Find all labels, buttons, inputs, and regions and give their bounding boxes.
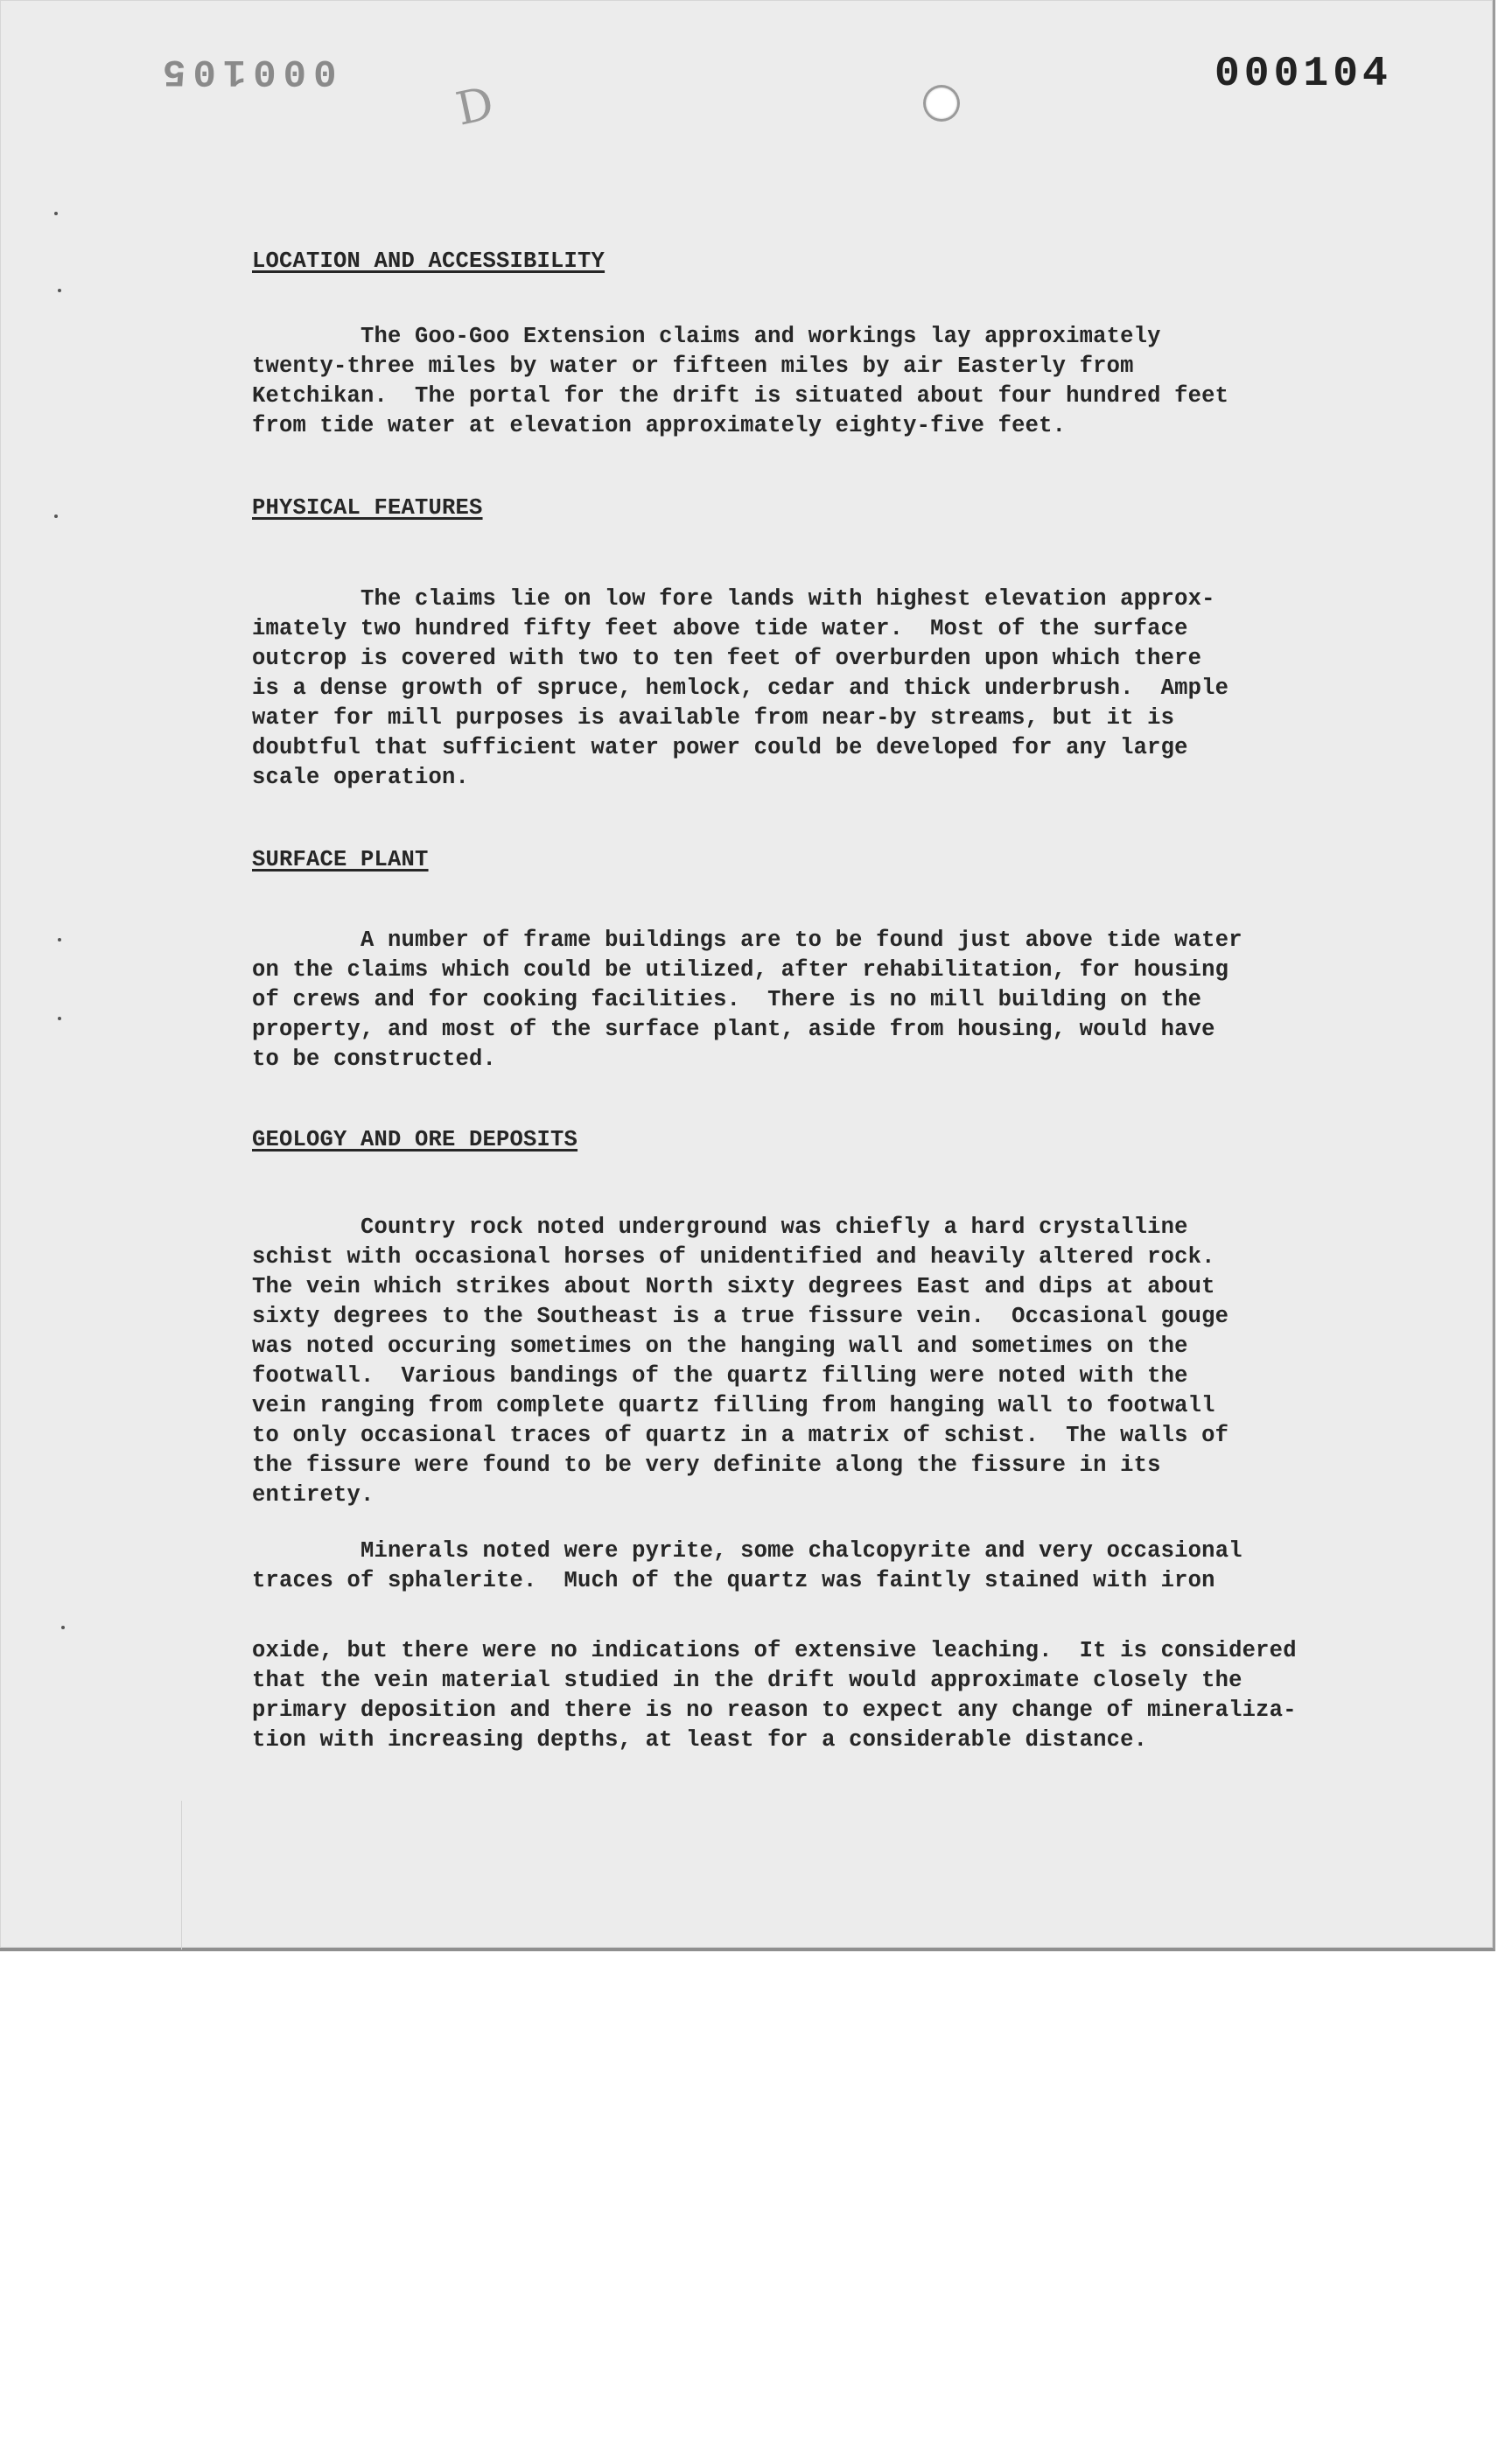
margin-speck [61,1626,65,1629]
section-heading-geology: GEOLOGY AND ORE DEPOSITS [252,1127,578,1152]
page-number: 000104 [1214,51,1392,98]
section-heading-physical-features: PHYSICAL FEATURES [252,495,483,521]
paragraph-surface-plant: A number of frame buildings are to be found just above tide water on the claims which could be utilized, after rehabilitation, for housing of crews and for cooking facilities. There is no mill building on the property, and most of the surface plant, aside from housing, would have to be constructed. [252,928,1242,1072]
pencil-margin-mark: D [452,77,499,136]
section-heading-location: LOCATION AND ACCESSIBILITY [252,248,606,274]
margin-speck [54,212,58,215]
margin-speck [54,514,58,518]
paragraph-location: The Goo-Goo Extension claims and workings lay approximately twenty-three miles by water or fifteen miles by air Easterly from Ketchikan. The portal for the drift is situated about four hundred feet from tide water at elevation approximately eighty-five feet. [252,324,1229,438]
report-body [252,247,1390,1755]
margin-speck [58,938,61,942]
punch-hole [926,88,957,119]
page-edge-line [181,1801,182,1950]
mirrored-page-number: 000105 [156,49,337,93]
margin-speck [58,289,61,292]
margin-speck [58,1017,61,1020]
paragraph-geology-oxide: oxide, but there were no indications of extensive leaching. It is considered that the vein material studied in the drift would approximate closely the primary deposition and there is no reason to expect any change of mineraliza- tion with increasing depths, at least for a considerable distance. [252,1638,1297,1753]
paragraph-physical-features: The claims lie on low fore lands with highest elevation approx- imately two hundred fifty feet above tide water. Most of the surface outcrop is covered with two to ten feet of overburden upon which there is a dense growth of spruce, hemlock, cedar and thick underbrush. Ample water for mill purposes is available from near-by streams, but it is doubtful that sufficient water power could be developed for any large scale operation. [252,586,1229,790]
paragraph-geology-country-rock: Country rock noted underground was chiefly a hard crystalline schist with occasional horses of unidentified and heavily altered rock. The vein which strikes about North sixty degrees East and dips at about sixty degrees to the Southeast is a true fissure vein. Occasional gouge was noted occuring sometimes on the hanging wall and sometimes on the footwall. Various bandings of the quartz filling were noted with the vein ranging from complete quartz filling from hanging wall to footwall to only occasional traces of quartz in a matrix of schist. The walls of the fissure were found to be very definite along the fissure in its entirety. [252,1214,1229,1508]
paragraph-geology-minerals: Minerals noted were pyrite, some chalcopyrite and very occasional traces of sphalerite. Much of the quartz was faintly stained with iron [252,1538,1242,1593]
section-heading-surface-plant: SURFACE PLANT [252,847,429,872]
